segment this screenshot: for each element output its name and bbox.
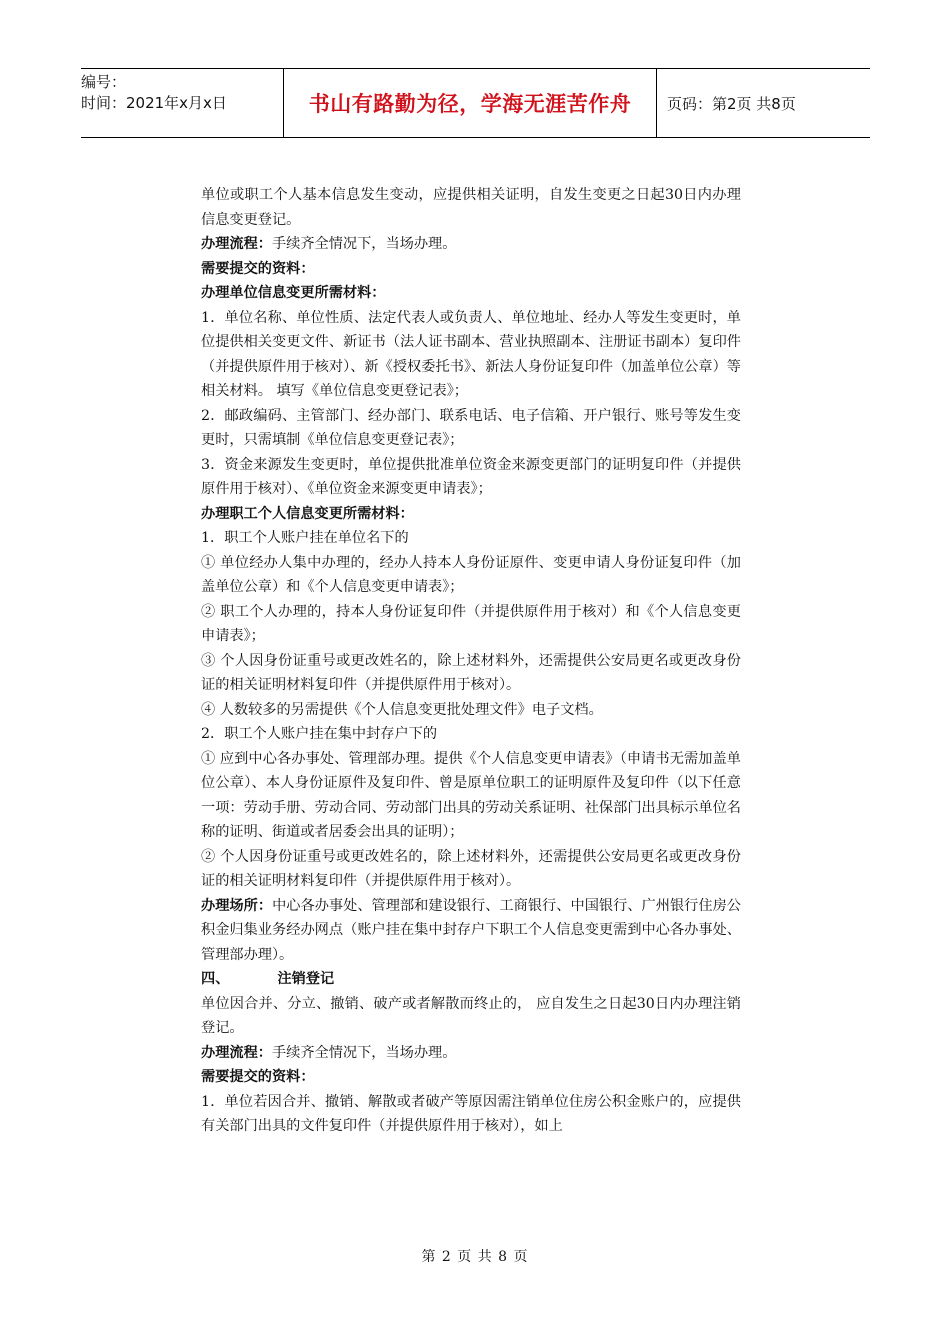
procedure-text: 手续齐全情况下，当场办理。 — [271, 1044, 457, 1061]
list-item: ② 个人因身份证重号或更改姓名的，除上述材料外，还需提供公安局更名或更改身份证的相关证明材料复印件（并提供原件用于核对）。 — [201, 848, 741, 889]
procedure-label: 办理流程： — [201, 1044, 272, 1061]
header-motto: 书山有路勤为径，学海无涯苦作舟 — [283, 69, 657, 137]
paragraph — [201, 894, 741, 968]
document-number-label: 编号： — [81, 73, 127, 91]
location-text: 中心各办事处、管理部和建设银行、工商银行、中国银行、广州银行住房公积金归集业务经办网点（账户挂在集中封存户下职工个人信息变更需到中心各办事处、管理部办理）。 — [201, 897, 741, 963]
list-item: ① 应到中心各办事处、管理部办理。提供《个人信息变更申请表》（申请书无需加盖单位公章）、本人身份证原件及复印件、曾是原单位职工的证明原件及复印件（以下任意一项：劳动手册、劳动合同、劳动部门出具的劳动关系证明、社保部门出具标示单位名称的证明、街道或者居委会出具的证明）； — [201, 750, 741, 840]
page-footer: 第 2 页 共 8 页 — [421, 1249, 529, 1265]
list-item: 3．资金来源发生变更时，单位提供批准单位资金来源变更部门的证明复印件（并提供原件用于核对）、《单位资金来源变更申请表》； — [201, 456, 741, 497]
page-header — [81, 68, 870, 138]
section-number: 四、 — [201, 971, 230, 987]
list-item: 2．职工个人账户挂在集中封存户下的 — [201, 726, 438, 742]
paragraph: 单位或职工个人基本信息发生变动，应提供相关证明，自发生变更之日起30日内办理信息变更登记。 — [201, 187, 741, 228]
list-item: 1．单位名称、单位性质、法定代表人或负责人、单位地址、经办人等发生变更时，单位提供相关变更文件、新证书（法人证书副本、营业执照副本、注册证书副本）复印件（并提供原件用于核对）、新《授权委托书》、新法人身份证复印件（加盖单位公章）等相关材料。 填写《单位信息变更登记表》； — [201, 309, 741, 399]
section-heading: 办理单位信息变更所需材料： — [201, 285, 386, 301]
paragraph — [201, 232, 741, 257]
section-heading: 需要提交的资料： — [201, 260, 315, 277]
list-item: ④ 人数较多的另需提供《个人信息变更批处理文件》电子文档。 — [201, 701, 603, 718]
header-meta — [81, 69, 283, 137]
section-heading: 办理职工个人信息变更所需材料： — [201, 505, 414, 522]
section-heading: 需要提交的资料： — [201, 1069, 315, 1085]
procedure-text: 手续齐全情况下，当场办理。 — [271, 236, 457, 252]
list-item: ② 职工个人办理的，持本人身份证复印件（并提供原件用于核对）和《个人信息变更申请表》； — [201, 603, 741, 644]
section-title-text: 注销登记 — [277, 971, 335, 987]
paragraph: 单位因合并、分立、撤销、破产或者解散而终止的， 应自发生之日起30日内办理注销登记。 — [201, 995, 741, 1036]
list-item: ① 单位经办人集中办理的，经办人持本人身份证原件、变更申请人身份证复印件（加盖单位公章）和《个人信息变更申请表》； — [201, 554, 741, 595]
list-item: ③ 个人因身份证重号或更改姓名的，除上述材料外，还需提供公安局更名或更改身份证的相关证明材料复印件（并提供原件用于核对）。 — [201, 652, 741, 693]
list-item: 2．邮政编码、主管部门、经办部门、联系电话、电子信箱、开户银行、账号等发生变更时，只需填制《单位信息变更登记表》； — [201, 407, 741, 448]
document-date: 时间：2021年x月x日 — [81, 94, 227, 112]
section-title — [201, 967, 741, 992]
location-label: 办理场所： — [201, 897, 273, 914]
document-body — [201, 183, 741, 1139]
header-page-info: 页码：第2页 共8页 — [667, 94, 796, 113]
list-item: 1．职工个人账户挂在单位名下的 — [201, 530, 409, 546]
list-item: 1．单位若因合并、撤销、解散或者破产等原因需注销单位住房公积金账户的，应提供有关部门出具的文件复印件（并提供原件用于核对），如上 — [201, 1093, 741, 1134]
paragraph — [201, 1041, 741, 1066]
procedure-label: 办理流程： — [201, 236, 272, 252]
